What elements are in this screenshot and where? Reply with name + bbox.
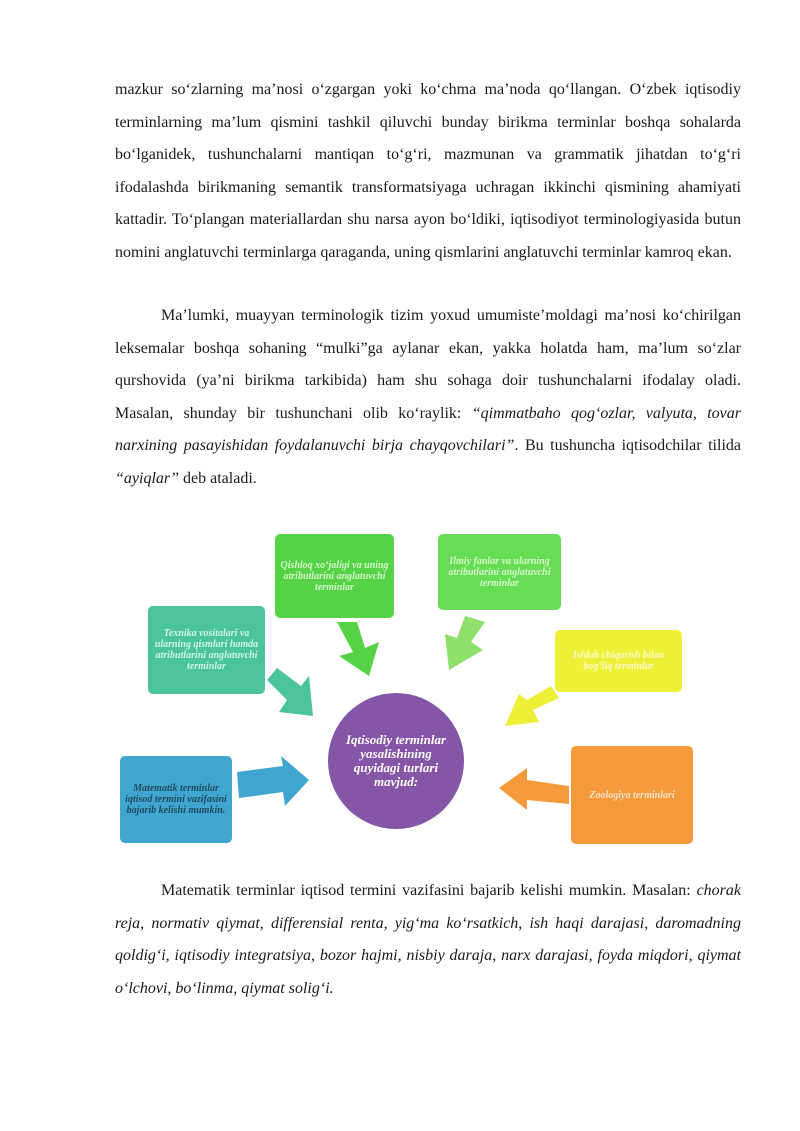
arrow-ishlab (505, 686, 559, 726)
paragraph-2 (115, 300, 741, 495)
arrow-texnika (267, 668, 313, 716)
paragraph-1: mazkur so‘zlarning ma’nosi o‘zgargan yoki ko‘chma ma’noda qo‘llangan. O‘zbek iqtisodiy terminlarning ma’lum qismini tashkil qiluvchi bunday birikma terminlar boshqa sohalarda bo‘lganidek, tushunchalarni mantiqan to‘g‘ri, mazmunan va grammatik jihatdan to‘g‘ri ifodalashda birikmaning semantik transformatsiyaga uchragan ikkinchi qismining ahamiyati kattadir. To‘plangan materiallardan shu narsa ayon bo‘ldiki, iqtisodiyot terminologiyasida butun nomini anglatuvchi terminlarga qaraganda, uning qismlarini anglatuvchi terminlar kamroq ekan. (115, 81, 741, 261)
box-texnika-vositalari: Texnika vositalari va ularning qismlari hamda atributlarini anglatuvchi terminlar (148, 606, 265, 694)
box-ilmiy-fanlar: Ilmiy fanlar va ularning atributlarini anglatuvchi terminlar (438, 534, 561, 610)
paragraph-3-text: Matematik terminlar iqtisod termini vazifasini bajarib kelishi mumkin. Masalan: (161, 882, 697, 899)
arrow-zoologiya (499, 768, 569, 810)
paragraph-3-examples: chorak reja, normativ qiymat, differensial renta, yig‘ma ko‘rsatkich, ish haqi darajasi, daromadning qoldig‘i, iqtisodiy integratsiya, bozor hajmi, nisbiy daraja, narx darajasi, foyda miqdori, qiymat o‘lchovi, bo‘linma, qiymat solig‘i. (115, 882, 741, 997)
arrow-matematik (237, 756, 309, 806)
paragraph-2-middle: . Bu tushuncha iqtisodchilar tilida (514, 437, 741, 454)
terminology-diagram (115, 530, 705, 850)
box-zoologiya-terminlari: Zoologiya terminlari (571, 746, 693, 844)
paragraph-2-term: “ayiqlar” (115, 469, 180, 487)
paragraph-2-end: deb ataladi. (179, 469, 257, 487)
arrow-ilmiy (445, 616, 485, 670)
paragraph-3 (115, 875, 741, 1005)
box-ishlab-chiqarish: Ishlab chiqarish bilan bog‘liq terminlar (555, 630, 682, 692)
paragraph-2-quote: “qimmatbaho qog‘ozlar, valyuta, tovar narxining pasayishidan foydalanuvchi birja chayqovchilari” (115, 404, 742, 454)
center-circle: Iqtisodiy terminlar yasalishining quyidagi turlari mavjud: (328, 693, 464, 829)
arrow-qishloq (337, 622, 379, 676)
box-qishloq-xojaligi: Qishloq xo‘jaligi va uning atributlarini anglatuvchi terminlar (275, 534, 394, 618)
box-matematik-terminlar: Matematik terminlar iqtisod termini vazifasini bajarib kelishi mumkin. (120, 756, 232, 843)
paragraph-2-text: Ma’lumki, muayyan terminologik tizim yoxud umumiste’moldagi ma’nosi ko‘chirilgan leksemalar boshqa sohaning “mulki”ga aylanar ekan, yakka holatda ham, ma’lum so‘zlar qurshovida (ya’ni birikma tarkibida) ham shu sohaga doir tushunchalarni ifodalay oladi. Masalan, shunday bir tushunchani olib ko‘raylik: (115, 307, 741, 422)
